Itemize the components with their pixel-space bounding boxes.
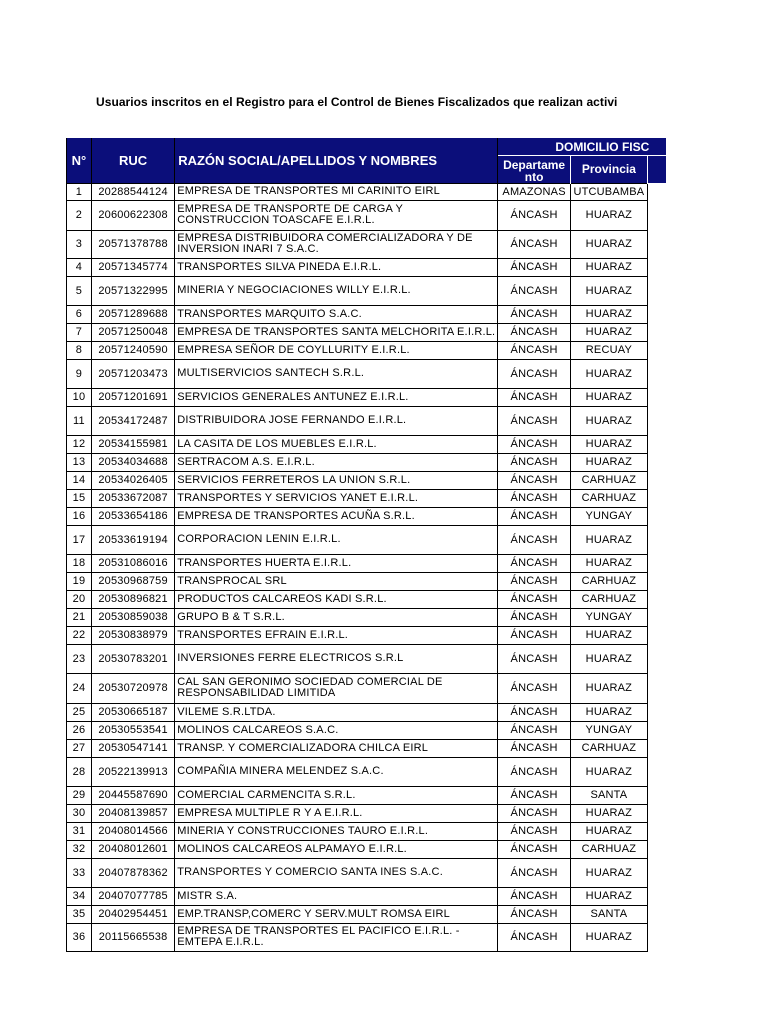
row-overflow-cell (647, 858, 666, 887)
departamento-cell: ÁNCASH (498, 230, 571, 258)
departamento-cell: AMAZONAS (498, 183, 571, 200)
razon-social-cell: TRANSPROCAL SRL (175, 572, 498, 590)
table-row (67, 858, 667, 887)
ruc-cell: 20408139857 (91, 804, 174, 822)
departamento-cell: ÁNCASH (498, 590, 571, 608)
ruc-cell: 20530859038 (91, 608, 174, 626)
razon-social-cell: COMERCIAL CARMENCITA S.R.L. (175, 786, 498, 804)
ruc-cell: 20530553541 (91, 721, 174, 739)
table-row (67, 258, 667, 276)
row-number: 27 (67, 739, 92, 757)
table-row (67, 739, 667, 757)
row-number: 14 (67, 471, 92, 489)
table-row (67, 507, 667, 525)
row-number: 19 (67, 572, 92, 590)
provincia-cell: HUARAZ (570, 757, 647, 786)
departamento-cell: ÁNCASH (498, 489, 571, 507)
row-number: 32 (67, 840, 92, 858)
row-overflow-cell (647, 721, 666, 739)
razon-social-cell: MOLINOS CALCAREOS ALPAMAYO E.I.R.L. (175, 840, 498, 858)
razon-social-cell: PRODUCTOS CALCAREOS KADI S.R.L. (175, 590, 498, 608)
provincia-cell: YUNGAY (570, 507, 647, 525)
row-overflow-cell (647, 804, 666, 822)
provincia-cell: HUARAZ (570, 822, 647, 840)
razon-social-cell: MINERIA Y NEGOCIACIONES WILLY E.I.R.L. (175, 276, 498, 305)
provincia-cell: HUARAZ (570, 673, 647, 703)
row-number: 22 (67, 626, 92, 644)
header-overflow (647, 156, 666, 184)
row-overflow-cell (647, 905, 666, 923)
provincia-cell: HUARAZ (570, 388, 647, 406)
row-number: 4 (67, 258, 92, 276)
provincia-cell: HUARAZ (570, 887, 647, 905)
departamento-cell: ÁNCASH (498, 525, 571, 554)
provincia-cell: YUNGAY (570, 608, 647, 626)
row-number: 21 (67, 608, 92, 626)
razon-social-cell: TRANSPORTES HUERTA E.I.R.L. (175, 554, 498, 572)
departamento-cell: ÁNCASH (498, 341, 571, 359)
row-overflow-cell (647, 359, 666, 388)
table-row (67, 525, 667, 554)
departamento-cell: ÁNCASH (498, 554, 571, 572)
row-number: 28 (67, 757, 92, 786)
provincia-cell: HUARAZ (570, 703, 647, 721)
ruc-cell: 20407878362 (91, 858, 174, 887)
provincia-cell: HUARAZ (570, 230, 647, 258)
row-number: 10 (67, 388, 92, 406)
provincia-cell: CARHUAZ (570, 840, 647, 858)
razon-social-cell: EMPRESA DISTRIBUIDORA COMERCIALIZADORA Y DE INVERSION INARI 7 S.A.C. (175, 230, 498, 258)
table-row (67, 626, 667, 644)
row-number: 35 (67, 905, 92, 923)
provincia-cell: RECUAY (570, 341, 647, 359)
ruc-cell: 20402954451 (91, 905, 174, 923)
razon-social-cell: SERVICIOS FERRETEROS LA UNION S.R.L. (175, 471, 498, 489)
row-number: 12 (67, 435, 92, 453)
razon-social-cell: VILEME S.R.LTDA. (175, 703, 498, 721)
row-number: 8 (67, 341, 92, 359)
row-number: 2 (67, 200, 92, 230)
row-overflow-cell (647, 489, 666, 507)
row-overflow-cell (647, 757, 666, 786)
ruc-cell: 20534034688 (91, 453, 174, 471)
razon-social-cell: CAL SAN GERONIMO SOCIEDAD COMERCIAL DE RESPONSABILIDAD LIMITIDA (175, 673, 498, 703)
row-number: 29 (67, 786, 92, 804)
row-overflow-cell (647, 626, 666, 644)
registry-table (66, 138, 666, 952)
provincia-cell: HUARAZ (570, 923, 647, 951)
row-overflow-cell (647, 471, 666, 489)
provincia-cell: CARHUAZ (570, 572, 647, 590)
provincia-cell: CARHUAZ (570, 590, 647, 608)
row-number: 5 (67, 276, 92, 305)
row-overflow-cell (647, 554, 666, 572)
departamento-cell: ÁNCASH (498, 323, 571, 341)
razon-social-cell: INVERSIONES FERRE ELECTRICOS S.R.L (175, 644, 498, 673)
razon-social-cell: LA CASITA DE LOS MUEBLES E.I.R.L. (175, 435, 498, 453)
table-row (67, 923, 667, 951)
row-overflow-cell (647, 323, 666, 341)
ruc-cell: 20571345774 (91, 258, 174, 276)
header-razon-social: RAZÓN SOCIAL/APELLIDOS Y NOMBRES (175, 138, 498, 183)
provincia-cell: HUARAZ (570, 258, 647, 276)
row-number: 7 (67, 323, 92, 341)
row-overflow-cell (647, 230, 666, 258)
row-overflow-cell (647, 525, 666, 554)
departamento-cell: ÁNCASH (498, 644, 571, 673)
razon-social-cell: EMPRESA DE TRANSPORTES MI CARINITO EIRL (175, 183, 498, 200)
ruc-cell: 20408014566 (91, 822, 174, 840)
row-number: 17 (67, 525, 92, 554)
row-overflow-cell (647, 183, 666, 200)
departamento-cell: ÁNCASH (498, 626, 571, 644)
departamento-cell: ÁNCASH (498, 905, 571, 923)
ruc-cell: 20530838979 (91, 626, 174, 644)
razon-social-cell: MINERIA Y CONSTRUCCIONES TAURO E.I.R.L. (175, 822, 498, 840)
row-number: 26 (67, 721, 92, 739)
departamento-cell: ÁNCASH (498, 804, 571, 822)
table-row (67, 200, 667, 230)
departamento-cell: ÁNCASH (498, 608, 571, 626)
row-overflow-cell (647, 388, 666, 406)
razon-social-cell: TRANSPORTES MARQUITO S.A.C. (175, 305, 498, 323)
row-overflow-cell (647, 572, 666, 590)
row-overflow-cell (647, 673, 666, 703)
table-row (67, 276, 667, 305)
razon-social-cell: EMPRESA SEÑOR DE COYLLURITY E.I.R.L. (175, 341, 498, 359)
row-overflow-cell (647, 453, 666, 471)
table-row (67, 435, 667, 453)
departamento-cell: ÁNCASH (498, 703, 571, 721)
table-row (67, 230, 667, 258)
departamento-cell: ÁNCASH (498, 572, 571, 590)
table-row (67, 590, 667, 608)
table-row (67, 388, 667, 406)
ruc-cell: 20533654186 (91, 507, 174, 525)
ruc-cell: 20571378788 (91, 230, 174, 258)
ruc-cell: 20530665187 (91, 703, 174, 721)
razon-social-cell: SERTRACOM A.S. E.I.R.L. (175, 453, 498, 471)
row-number: 15 (67, 489, 92, 507)
ruc-cell: 20534155981 (91, 435, 174, 453)
header-domicilio-fiscal: DOMICILIO FISC (498, 138, 666, 156)
table-row (67, 840, 667, 858)
departamento-cell: ÁNCASH (498, 258, 571, 276)
provincia-cell: HUARAZ (570, 804, 647, 822)
ruc-cell: 20530720978 (91, 673, 174, 703)
row-overflow-cell (647, 435, 666, 453)
razon-social-cell: DISTRIBUIDORA JOSE FERNANDO E.I.R.L. (175, 406, 498, 435)
table-row (67, 786, 667, 804)
departamento-cell: ÁNCASH (498, 359, 571, 388)
row-overflow-cell (647, 644, 666, 673)
row-overflow-cell (647, 840, 666, 858)
table-row (67, 721, 667, 739)
departamento-cell: ÁNCASH (498, 840, 571, 858)
header-ruc: RUC (91, 138, 174, 183)
document-title: Usuarios inscritos en el Registro para el Control de Bienes Fiscalizados que realizan activi (96, 95, 618, 109)
departamento-cell: ÁNCASH (498, 757, 571, 786)
table-row (67, 703, 667, 721)
ruc-cell: 20533619194 (91, 525, 174, 554)
departamento-cell: ÁNCASH (498, 305, 571, 323)
row-overflow-cell (647, 739, 666, 757)
razon-social-cell: EMPRESA MULTIPLE R Y A E.I.R.L. (175, 804, 498, 822)
row-number: 3 (67, 230, 92, 258)
ruc-cell: 20115665538 (91, 923, 174, 951)
table-body (67, 183, 667, 951)
departamento-cell: ÁNCASH (498, 887, 571, 905)
departamento-cell: ÁNCASH (498, 858, 571, 887)
row-number: 24 (67, 673, 92, 703)
row-number: 36 (67, 923, 92, 951)
ruc-cell: 20533672087 (91, 489, 174, 507)
table-row (67, 305, 667, 323)
row-number: 1 (67, 183, 92, 200)
provincia-cell: HUARAZ (570, 453, 647, 471)
provincia-cell: CARHUAZ (570, 471, 647, 489)
provincia-cell: HUARAZ (570, 276, 647, 305)
provincia-cell: HUARAZ (570, 200, 647, 230)
provincia-cell: SANTA (570, 786, 647, 804)
header-provincia: Provincia (570, 156, 647, 184)
razon-social-cell: GRUPO B & T S.R.L. (175, 608, 498, 626)
table-row (67, 757, 667, 786)
departamento-cell: ÁNCASH (498, 507, 571, 525)
razon-social-cell: EMPRESA DE TRANSPORTE DE CARGA Y CONSTRUCCION TOASCAFE E.I.R.L. (175, 200, 498, 230)
departamento-cell: ÁNCASH (498, 453, 571, 471)
row-overflow-cell (647, 590, 666, 608)
razon-social-cell: EMPRESA DE TRANSPORTES SANTA MELCHORITA E.I.R.L. (175, 323, 498, 341)
razon-social-cell: SERVICIOS GENERALES ANTUNEZ E.I.R.L. (175, 388, 498, 406)
razon-social-cell: MULTISERVICIOS SANTECH S.R.L. (175, 359, 498, 388)
table-row (67, 471, 667, 489)
razon-social-cell: EMP.TRANSP,COMERC Y SERV.MULT ROMSA EIRL (175, 905, 498, 923)
ruc-cell: 20531086016 (91, 554, 174, 572)
ruc-cell: 20571322995 (91, 276, 174, 305)
departamento-cell: ÁNCASH (498, 276, 571, 305)
ruc-cell: 20522139913 (91, 757, 174, 786)
row-number: 9 (67, 359, 92, 388)
table-row (67, 323, 667, 341)
row-overflow-cell (647, 341, 666, 359)
row-number: 34 (67, 887, 92, 905)
razon-social-cell: TRANSPORTES SILVA PINEDA E.I.R.L. (175, 258, 498, 276)
departamento-cell: ÁNCASH (498, 721, 571, 739)
table-row (67, 673, 667, 703)
razon-social-cell: TRANSPORTES Y COMERCIO SANTA INES S.A.C. (175, 858, 498, 887)
row-number: 20 (67, 590, 92, 608)
provincia-cell: HUARAZ (570, 305, 647, 323)
table-row (67, 489, 667, 507)
ruc-cell: 20408012601 (91, 840, 174, 858)
departamento-cell: ÁNCASH (498, 406, 571, 435)
row-number: 30 (67, 804, 92, 822)
table-row (67, 359, 667, 388)
table-header (67, 138, 667, 183)
provincia-cell: CARHUAZ (570, 489, 647, 507)
row-overflow-cell (647, 786, 666, 804)
row-overflow-cell (647, 822, 666, 840)
razon-social-cell: CORPORACION LENIN E.I.R.L. (175, 525, 498, 554)
departamento-cell: ÁNCASH (498, 673, 571, 703)
row-number: 11 (67, 406, 92, 435)
row-overflow-cell (647, 200, 666, 230)
provincia-cell: HUARAZ (570, 554, 647, 572)
row-number: 6 (67, 305, 92, 323)
departamento-cell: ÁNCASH (498, 388, 571, 406)
row-number: 31 (67, 822, 92, 840)
departamento-cell: ÁNCASH (498, 739, 571, 757)
ruc-cell: 20445587690 (91, 786, 174, 804)
table-row (67, 554, 667, 572)
departamento-cell: ÁNCASH (498, 471, 571, 489)
departamento-cell: ÁNCASH (498, 786, 571, 804)
row-overflow-cell (647, 923, 666, 951)
provincia-cell: HUARAZ (570, 858, 647, 887)
table-row (67, 905, 667, 923)
ruc-cell: 20571289688 (91, 305, 174, 323)
registry-table-container (66, 138, 666, 952)
row-overflow-cell (647, 507, 666, 525)
row-number: 33 (67, 858, 92, 887)
ruc-cell: 20571250048 (91, 323, 174, 341)
table-row (67, 341, 667, 359)
provincia-cell: YUNGAY (570, 721, 647, 739)
razon-social-cell: TRANSPORTES Y SERVICIOS YANET E.I.R.L. (175, 489, 498, 507)
ruc-cell: 20530968759 (91, 572, 174, 590)
ruc-cell: 20534026405 (91, 471, 174, 489)
departamento-cell: ÁNCASH (498, 923, 571, 951)
table-row (67, 887, 667, 905)
table-row (67, 183, 667, 200)
razon-social-cell: TRANSPORTES EFRAIN E.I.R.L. (175, 626, 498, 644)
header-no: N° (67, 138, 92, 183)
row-overflow-cell (647, 305, 666, 323)
row-overflow-cell (647, 887, 666, 905)
ruc-cell: 20534172487 (91, 406, 174, 435)
ruc-cell: 20407077785 (91, 887, 174, 905)
provincia-cell: HUARAZ (570, 435, 647, 453)
razon-social-cell: MISTR S.A. (175, 887, 498, 905)
header-departamento: Departame nto (498, 156, 571, 184)
razon-social-cell: MOLINOS CALCAREOS S.A.C. (175, 721, 498, 739)
provincia-cell: HUARAZ (570, 406, 647, 435)
provincia-cell: UTCUBAMBA (570, 183, 647, 200)
departamento-cell: ÁNCASH (498, 200, 571, 230)
table-row (67, 406, 667, 435)
provincia-cell: HUARAZ (570, 644, 647, 673)
ruc-cell: 20530896821 (91, 590, 174, 608)
row-number: 18 (67, 554, 92, 572)
provincia-cell: SANTA (570, 905, 647, 923)
table-row (67, 804, 667, 822)
row-overflow-cell (647, 703, 666, 721)
ruc-cell: 20600622308 (91, 200, 174, 230)
ruc-cell: 20571240590 (91, 341, 174, 359)
row-number: 16 (67, 507, 92, 525)
razon-social-cell: COMPAÑIA MINERA MELENDEZ S.A.C. (175, 757, 498, 786)
provincia-cell: CARHUAZ (570, 739, 647, 757)
table-row (67, 822, 667, 840)
provincia-cell: HUARAZ (570, 359, 647, 388)
razon-social-cell: EMPRESA DE TRANSPORTES ACUÑA S.R.L. (175, 507, 498, 525)
row-overflow-cell (647, 406, 666, 435)
row-number: 23 (67, 644, 92, 673)
razon-social-cell: EMPRESA DE TRANSPORTES EL PACIFICO E.I.R.L. - EMTEPA E.I.R.L. (175, 923, 498, 951)
provincia-cell: HUARAZ (570, 525, 647, 554)
row-overflow-cell (647, 276, 666, 305)
departamento-cell: ÁNCASH (498, 822, 571, 840)
row-number: 13 (67, 453, 92, 471)
ruc-cell: 20571201691 (91, 388, 174, 406)
departamento-cell: ÁNCASH (498, 435, 571, 453)
ruc-cell: 20288544124 (91, 183, 174, 200)
table-row (67, 644, 667, 673)
row-overflow-cell (647, 608, 666, 626)
provincia-cell: HUARAZ (570, 323, 647, 341)
table-row (67, 453, 667, 471)
ruc-cell: 20530783201 (91, 644, 174, 673)
ruc-cell: 20571203473 (91, 359, 174, 388)
provincia-cell: HUARAZ (570, 626, 647, 644)
table-row (67, 572, 667, 590)
table-row (67, 608, 667, 626)
row-overflow-cell (647, 258, 666, 276)
razon-social-cell: TRANSP. Y COMERCIALIZADORA CHILCA EIRL (175, 739, 498, 757)
ruc-cell: 20530547141 (91, 739, 174, 757)
row-number: 25 (67, 703, 92, 721)
